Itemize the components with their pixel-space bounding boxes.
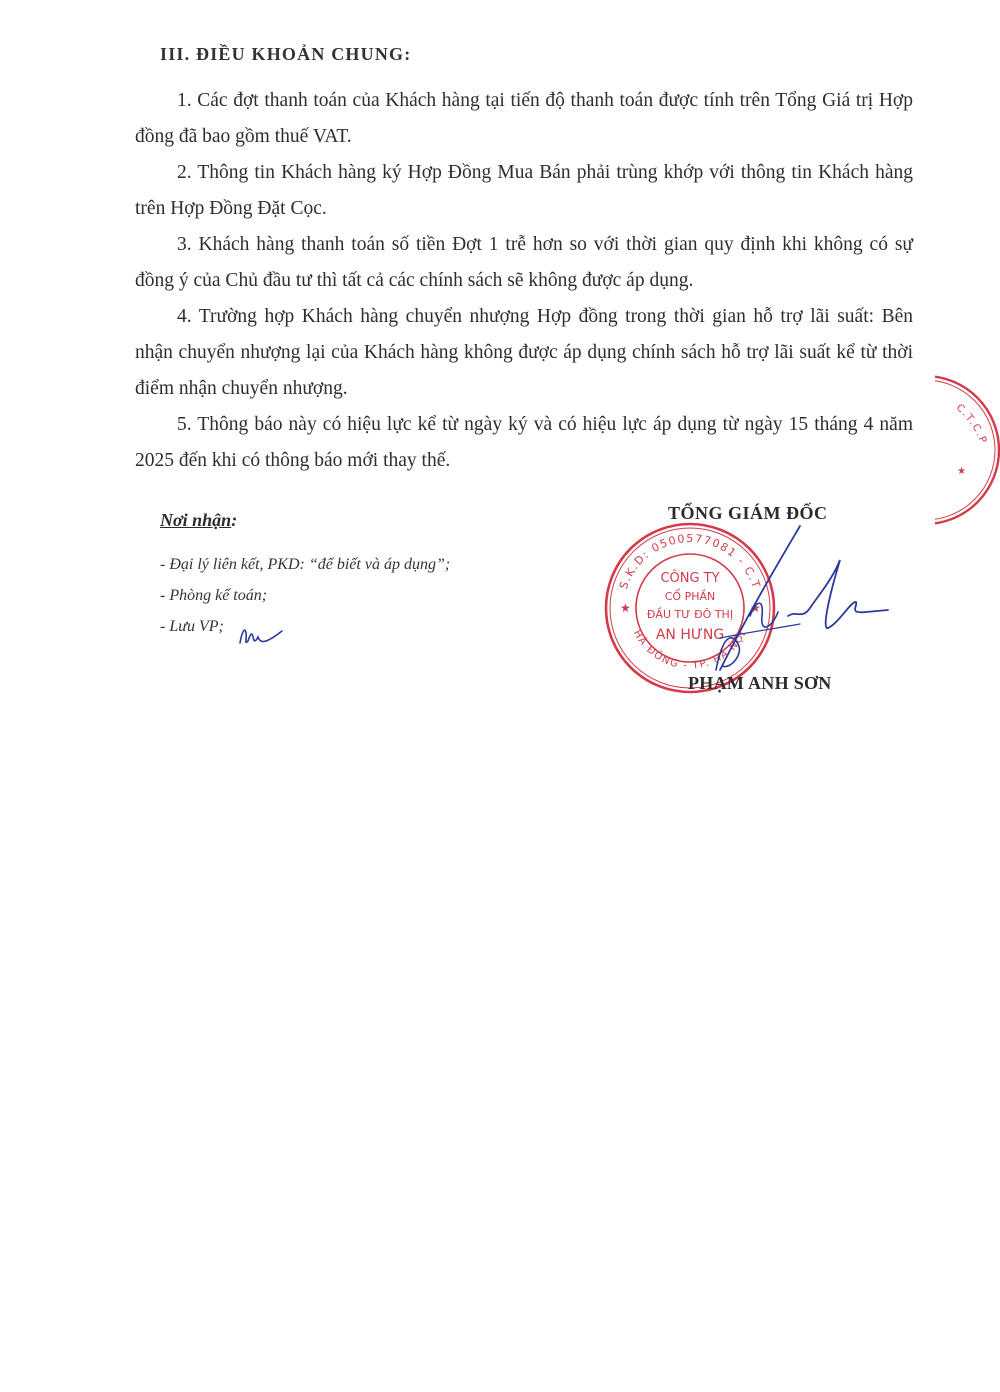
recipients-heading <box>160 510 580 549</box>
recipients-title-colon: : <box>231 510 238 530</box>
clause-3: 3. Khách hàng thanh toán số tiền Đợt 1 trễ hơn so với thời gian quy định khi không có sự đồng ý của Chủ đầu tư thì tất cả các chính sách sẽ không được áp dụng. <box>135 234 913 291</box>
stamp-line-2: CỔ PHẦN <box>664 590 716 603</box>
section-heading: III. ĐIỀU KHOẢN CHUNG: <box>160 44 412 64</box>
recipient-item: - Lưu VP; <box>160 618 224 635</box>
recipients-block <box>160 510 580 642</box>
stamp-ring-bottom-text: HÀ ĐÔNG - TP. HÀ NỘI <box>630 628 750 672</box>
clause-4: 4. Trường hợp Khách hàng chuyển nhượng Hợp đồng trong thời gian hỗ trợ lãi suất: Bên nhận chuyển nhượng lại của Khách hàng không được áp dụng chính sách hỗ trợ lãi suất kể từ thời điểm nhận chuyển nhượng. <box>135 306 913 399</box>
clause-2: 2. Thông tin Khách hàng ký Hợp Đồng Mua Bán phải trùng khớp với thông tin Khách hàng trên Hợp Đồng Đặt Cọc. <box>135 162 913 219</box>
signer-name: PHẠM ANH SƠN <box>688 673 832 693</box>
initials-signature <box>236 623 288 651</box>
stamp-ring-text: S.K.D: 0500577081 - C.T <box>616 531 764 591</box>
clause-5: 5. Thông báo này có hiệu lực kể từ ngày ký và có hiệu lực áp dụng từ ngày 15 tháng 4 năm 2025 đến khi có thông báo mới thay thế. <box>135 414 913 471</box>
edge-stamp-text: C.T.C.P <box>953 402 989 446</box>
stamp-line-1: CÔNG TY <box>660 571 720 586</box>
edge-stamp-star-icon: ★ <box>957 466 966 477</box>
director-signature <box>660 520 900 690</box>
stamp-star-icon: ★ <box>750 601 761 615</box>
edge-stamp-fragment <box>935 370 1000 530</box>
clause-list <box>135 83 913 479</box>
recipient-item: - Đại lý liên kết, PKD: “để biết và áp dụng”; <box>160 556 451 573</box>
recipient-item: - Phòng kế toán; <box>160 587 268 604</box>
stamp-star-icon: ★ <box>620 601 631 615</box>
recipients-title: Nơi nhận <box>160 510 232 530</box>
clause-1: 1. Các đợt thanh toán của Khách hàng tại tiến độ thanh toán được tính trên Tổng Giá trị Hợp đồng đã bao gồm thuế VAT. <box>135 90 913 147</box>
signer-title: TỔNG GIÁM ĐỐC <box>668 503 828 523</box>
stamp-line-4: AN HƯNG <box>655 627 725 643</box>
stamp-line-3: ĐẦU TƯ ĐÔ THỊ <box>646 608 734 621</box>
recipient-list <box>160 549 580 642</box>
